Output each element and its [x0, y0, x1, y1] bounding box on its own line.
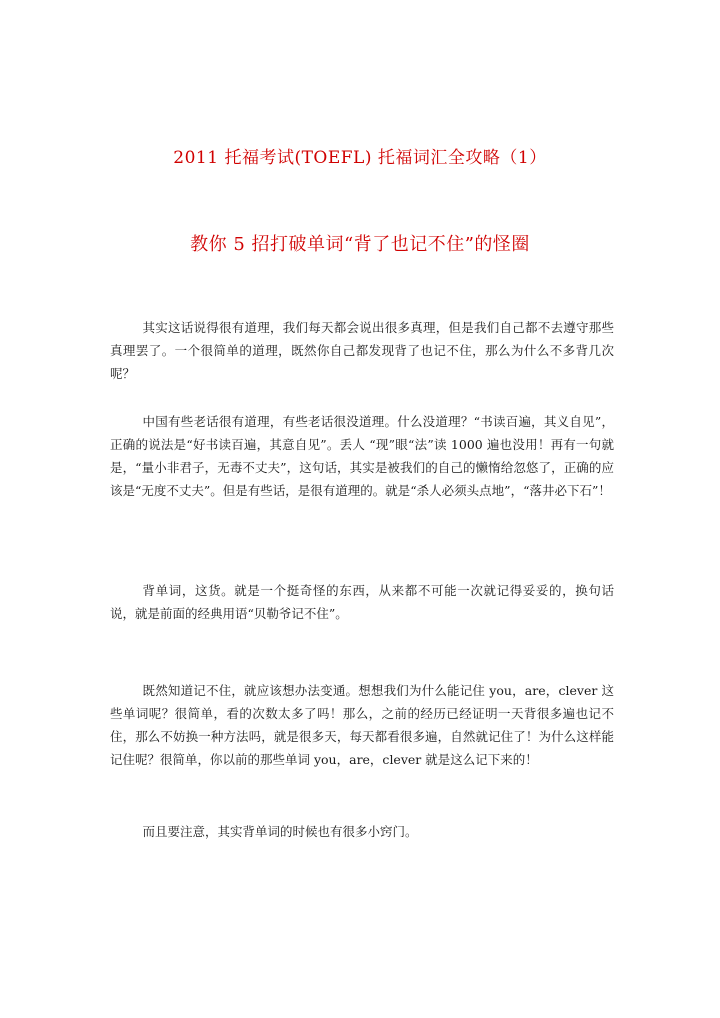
- document-title: 2011 托福考试(TOEFL) 托福词汇全攻略（1）: [173, 148, 547, 168]
- paragraph-2: 中国有些老话很有道理，有些老话很没道理。什么没道理？“书读百遍，其义自见”，正确的说法是“好书读百遍，其意自见”。丢人 “现”眼“法”读 1000 遍也没用！再有一句就是，“量小非君子，无毒不丈夫”，这句话，其实是被我们的自己的懒惰给忽悠了，正确的应该是“无度不丈夫”。但是有些话，是很有道理的。就是“杀人必须头点地”，“落井必下石”！: [110, 414, 614, 498]
- document-subtitle: 教你 5 招打破单词“背了也记不住”的怪圈: [190, 234, 530, 255]
- paragraph-4: 既然知道记不住，就应该想办法变通。想想我们为什么能记住 you，are，clever 这些单词呢？很简单，看的次数太多了吗！那么，之前的经历已经证明一天背很多遍也记不住，那么不妨换一种方法吗，就是很多天，每天都看很多遍，自然就记住了！为什么这样能记住呢？很简单，你以前的那些单词 you，are，clever 就是这么记下来的！: [110, 683, 614, 767]
- paragraph-3: 背单词，这货。就是一个挺奇怪的东西，从来都不可能一次就记得妥妥的，换句话说，就是前面的经典用语“贝勒爷记不住”。: [110, 583, 614, 621]
- paragraph-1: 其实这话说得很有道理，我们每天都会说出很多真理，但是我们自己都不去遵守那些真理罢了。一个很简单的道理，既然你自己都发现背了也记不住，那么为什么不多背几次呢？: [110, 320, 614, 381]
- paragraph-5: 而且要注意，其实背单词的时候也有很多小窍门。: [142, 824, 418, 839]
